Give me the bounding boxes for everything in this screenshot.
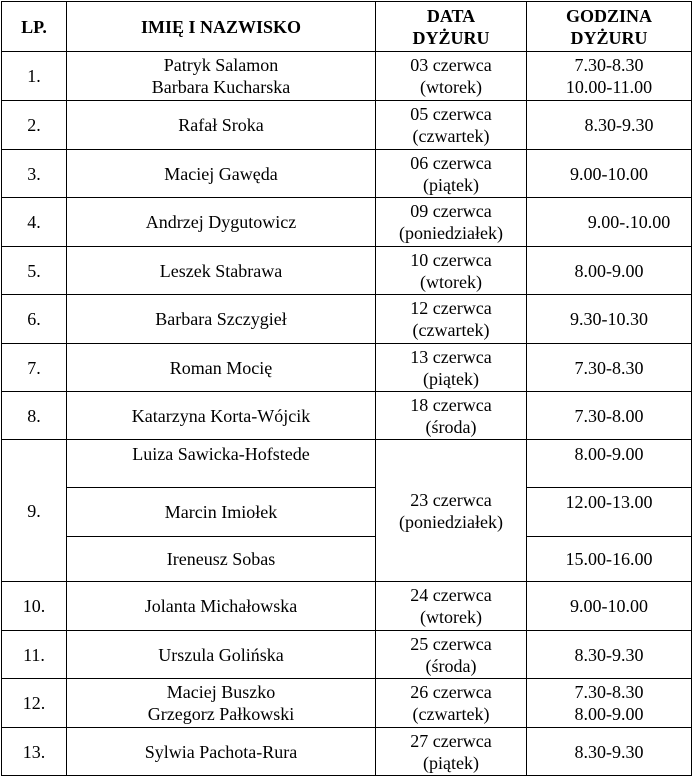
person-name: Sylwia Pachota-Rura [144, 741, 298, 762]
table-row [2, 582, 692, 631]
duty-date: 27 czerwca [410, 730, 492, 751]
duty-hours-cell [527, 440, 692, 488]
row-number: 6. [2, 295, 67, 344]
duty-hours: 9.30-10.30 [570, 309, 648, 329]
header-date [376, 2, 527, 52]
duty-hours-cell [527, 247, 692, 295]
person-name: Roman Mocię [169, 357, 273, 378]
table-row [2, 728, 692, 776]
duty-date: 03 czerwca [410, 55, 492, 75]
duty-hours: 8.30-9.30 [574, 644, 644, 665]
person-name: Leszek Stabrawa [159, 260, 283, 281]
person-name-cell [67, 247, 376, 295]
duty-weekday: (poniedziałek) [399, 223, 503, 243]
duty-hours-cell [527, 295, 692, 344]
duty-hours: 7.30-8.00 [574, 405, 644, 426]
duty-hours: 10.00-11.00 [565, 77, 653, 97]
duty-hours-cell [527, 728, 692, 776]
duty-hours: 9.00-10.00 [570, 163, 648, 184]
person-name-cell [67, 52, 376, 101]
duty-date-cell [376, 198, 527, 247]
person-name-cell [67, 295, 376, 344]
table-row [2, 631, 692, 679]
table-row [2, 247, 692, 295]
person-name-cell [67, 198, 376, 247]
person-name: Urszula Golińska [158, 644, 284, 665]
person-name: Maciej Gawęda [164, 163, 278, 184]
row-number: 1. [2, 52, 67, 101]
person-name-cell [67, 488, 376, 537]
table-row [2, 679, 692, 728]
person-name: Grzegorz Pałkowski [147, 704, 295, 724]
row-number: 13. [2, 728, 67, 776]
duty-weekday: (wtorek) [420, 77, 482, 97]
person-name-cell [67, 101, 376, 150]
table-row [2, 150, 692, 198]
duty-weekday: (piątek) [423, 174, 479, 195]
duty-hours: 8.00-9.00 [574, 260, 644, 281]
duty-weekday: (wtorek) [420, 271, 482, 292]
person-name: Rafał Sroka [178, 115, 264, 135]
row-number: 12. [2, 679, 67, 728]
duty-hours: 9.00-.10.00 [587, 212, 671, 232]
duty-hours: 9.00-10.00 [570, 596, 648, 616]
duty-hours-cell [527, 582, 692, 631]
duty-hours-cell [527, 52, 692, 101]
person-name-cell [67, 631, 376, 679]
person-name-cell [67, 440, 376, 488]
duty-hours-cell [527, 537, 692, 582]
header-row [2, 2, 692, 52]
person-name: Patryk Salamon [163, 55, 279, 75]
duty-hours: 8.30-9.30 [584, 115, 654, 135]
table-row [2, 101, 692, 150]
duty-hours: 7.30-8.30 [574, 682, 644, 702]
duty-date: 23 czerwca [410, 489, 492, 510]
duty-date-cell [376, 631, 527, 679]
person-name-cell [67, 537, 376, 582]
table-row [2, 52, 692, 101]
person-name: Luiza Sawicka-Hofstede [132, 444, 310, 464]
table-row [2, 344, 692, 392]
duty-weekday: (piątek) [423, 368, 479, 389]
row-number: 2. [2, 101, 67, 150]
duty-hours-cell [527, 392, 692, 440]
row-number: 8. [2, 392, 67, 440]
row-number: 3. [2, 150, 67, 198]
duty-date-cell [376, 392, 527, 440]
person-name: Barbara Kucharska [151, 77, 291, 97]
duty-date: 12 czerwca [410, 298, 492, 318]
table-row [2, 295, 692, 344]
duty-hours: 8.00-9.00 [574, 704, 644, 724]
duty-weekday: (wtorek) [420, 607, 482, 627]
duty-date: 26 czerwca [410, 682, 492, 702]
duty-hours-cell [527, 198, 692, 247]
duty-hours-cell [527, 631, 692, 679]
duty-date: 09 czerwca [410, 201, 492, 221]
person-name: Marcin Imiołek [164, 502, 278, 522]
duty-date-cell [376, 247, 527, 295]
header-hours-line1: GODZINA [565, 5, 652, 26]
duty-hours-cell [527, 101, 692, 150]
duty-hours-cell [527, 679, 692, 728]
duty-weekday: (piątek) [423, 752, 479, 773]
person-name: Maciej Buszko [166, 682, 276, 702]
row-number: 11. [2, 631, 67, 679]
person-name-cell [67, 392, 376, 440]
header-date-line1: DATA [426, 5, 476, 26]
duty-hours: 7.30-8.30 [574, 55, 644, 75]
person-name: Jolanta Michałowska [144, 596, 298, 616]
duty-hours: 15.00-16.00 [565, 549, 653, 569]
person-name-cell [67, 582, 376, 631]
duty-weekday: (czwartek) [412, 126, 490, 146]
duty-date-cell [376, 52, 527, 101]
header-hours-line2: DYŻURU [570, 27, 648, 48]
duty-hours-cell [527, 150, 692, 198]
duty-date: 06 czerwca [410, 152, 492, 173]
duty-hours: 7.30-8.30 [574, 357, 644, 378]
table-row [2, 537, 692, 582]
duty-hours-cell [527, 344, 692, 392]
duty-date-cell [376, 295, 527, 344]
table-row [2, 440, 692, 488]
duty-weekday: (czwartek) [412, 320, 490, 340]
duty-date: 24 czerwca [410, 585, 492, 605]
duty-hours: 8.30-9.30 [574, 741, 644, 762]
duty-hours: 12.00-13.00 [565, 492, 653, 512]
person-name: Andrzej Dygutowicz [145, 212, 297, 232]
duty-schedule-table [1, 1, 692, 776]
duty-date: 13 czerwca [410, 346, 492, 367]
header-name: IMIĘ I NAZWISKO [67, 2, 376, 52]
duty-date-cell [376, 582, 527, 631]
duty-date: 10 czerwca [410, 249, 492, 270]
duty-date: 25 czerwca [410, 633, 492, 654]
row-number: 7. [2, 344, 67, 392]
header-lp: LP. [2, 2, 67, 52]
duty-date: 18 czerwca [410, 394, 492, 415]
person-name-cell [67, 679, 376, 728]
duty-weekday: (środa) [425, 655, 477, 676]
person-name-cell [67, 344, 376, 392]
header-hours [527, 2, 692, 52]
person-name: Ireneusz Sobas [166, 549, 276, 569]
person-name-cell [67, 150, 376, 198]
header-date-line2: DYŻURU [412, 27, 490, 48]
person-name-cell [67, 728, 376, 776]
duty-hours-cell [527, 488, 692, 537]
duty-weekday: (środa) [425, 416, 477, 437]
duty-date: 05 czerwca [410, 104, 492, 124]
table-row [2, 392, 692, 440]
duty-date-cell [376, 344, 527, 392]
duty-date-cell [376, 679, 527, 728]
duty-date-cell [376, 101, 527, 150]
person-name: Katarzyna Korta-Wójcik [131, 405, 311, 426]
duty-weekday: (poniedziałek) [399, 511, 503, 532]
duty-weekday: (czwartek) [412, 704, 490, 724]
row-number: 9. [2, 440, 67, 582]
duty-date-cell [376, 728, 527, 776]
person-name: Barbara Szczygieł [155, 309, 287, 329]
duty-hours: 8.00-9.00 [574, 444, 644, 464]
table-row [2, 198, 692, 247]
row-number: 4. [2, 198, 67, 247]
row-number: 5. [2, 247, 67, 295]
table-row [2, 488, 692, 537]
duty-date-cell [376, 440, 527, 582]
duty-date-cell [376, 150, 527, 198]
row-number: 10. [2, 582, 67, 631]
